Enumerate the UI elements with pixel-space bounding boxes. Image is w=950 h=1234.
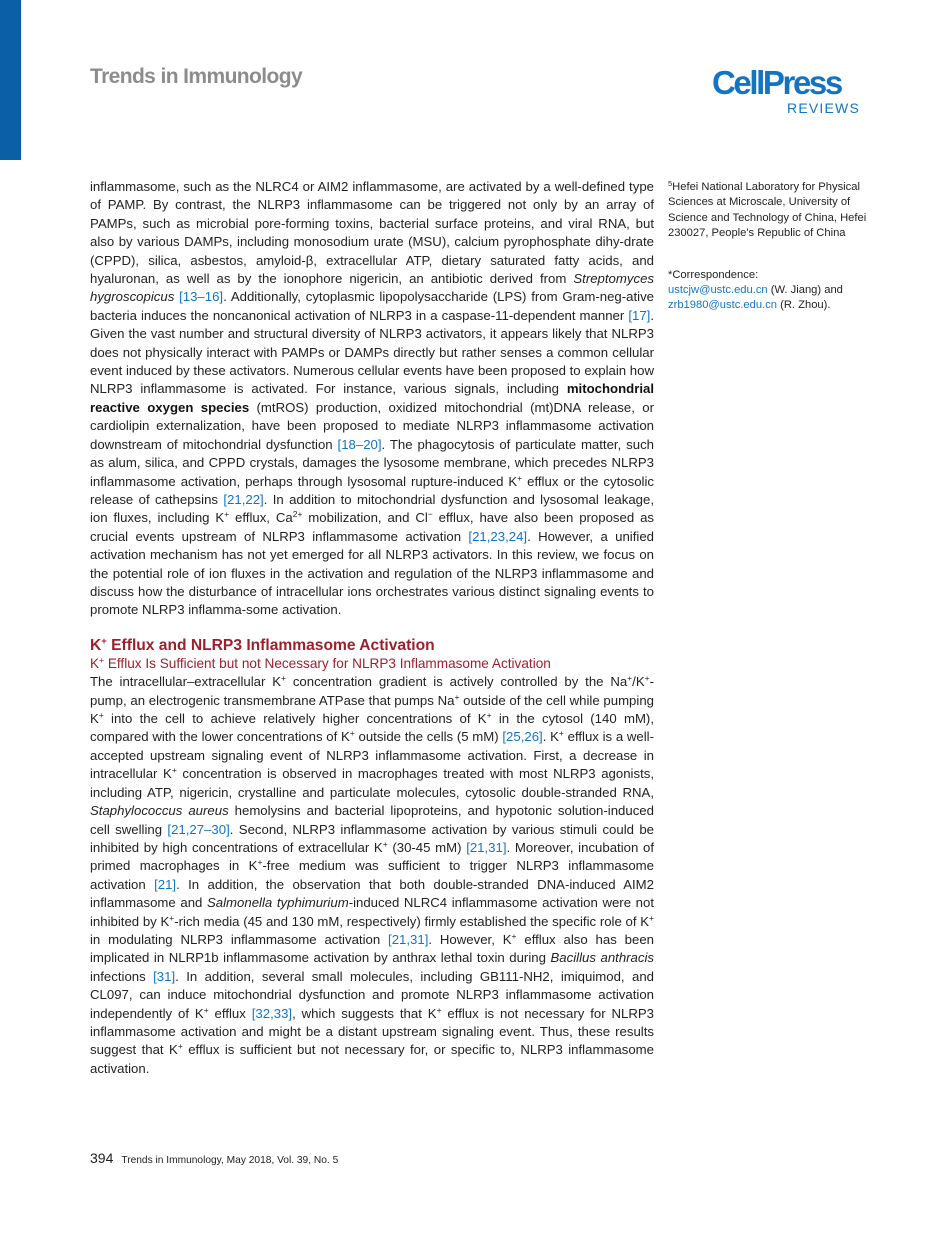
- citation-link[interactable]: [21,27–30]: [167, 821, 230, 837]
- citation-link[interactable]: [31]: [153, 968, 176, 984]
- margin-notes: [668, 180, 878, 314]
- citation-link[interactable]: [18–20]: [337, 436, 382, 452]
- page-number: 394: [90, 1150, 114, 1166]
- citation-link[interactable]: [21,31]: [388, 931, 429, 947]
- footer-journal-info: Trends in Immunology, May 2018, Vol. 39, No. 5: [121, 1155, 339, 1166]
- citation-link[interactable]: [17]: [628, 307, 651, 323]
- section-heading: K+ Efflux and NLRP3 Inflammasome Activation: [90, 635, 435, 654]
- cellpress-logo: [712, 66, 862, 116]
- body-paragraph: The intracellular–extracellular K+ concentration gradient is actively controlled by the Na+/K+-pump, an electrogenic transmembrane ATPase that pumps Na+ outside of the cell while pumping K+ into the cell to achieve relatively higher concentrations of K+ in the cytosol (140 mM), compared with the lower concentrations of K+ outside the cells (5 mM) [25,26]. K+ efflux is a well-accepted upstream signaling event of NLRP3 inflammasome activation. First, a decrease in intracellular K+ concentration is observed in macrophages treated with most NLRP3 agonists, including ATP, nigericin, crystalline and particulate molecules, cytosolic double-stranded RNA, Staphylococcus aureus hemolysins and bacterial lipoproteins, and hypotonic solution-induced cell swelling [21,27–30]. Second, NLRP3 inflammasome activation by various stimuli could be inhibited by high concentrations of extracellular K+ (30-45 mM) [21,31]. Moreover, incubation of primed macrophages in K+-free medium was sufficient to trigger NLRP3 inflammasome activation [21]. In addition, the observation that both double-stranded DNA-induced AIM2 inflammasome and Salmonella typhimurium-induced NLRC4 inflammasome activation were not inhibited by K+-rich media (45 and 130 mM, respectively) firmly established the specific role of K+ in modulating NLRP3 inflammasome activation [21,31]. However, K+ efflux also has been implicated in NLRP1b inflammasome activation by anthrax lethal toxin during Bacillus anthracis infections [31]. In addition, several small molecules, including GB111-NH2, imiquimod, and CL097, can induce mitochondrial dysfunction and promote NLRP3 inflammasome activation independently of K+ efflux [32,33], which suggests that K+ efflux is not necessary for NLRP3 inflammasome activation and might be a distant upstream signaling event. Thus, these results suggest that K+ efflux is sufficient but not necessary for, or specific to, NLRP3 inflammasome activation.: [90, 673, 655, 1076]
- affiliation-note: $^5$Hefei National Laboratory for Physical Sciences at Microscale, University of Science and Technology of China, Hefei 230027, People's Republic of China: [668, 179, 867, 240]
- journal-title: Trends in Immunology: [90, 65, 303, 88]
- subsection-heading: K+ Efflux Is Sufficient but not Necessary for NLRP3 Inflammasome Activation: [90, 654, 551, 671]
- citation-link[interactable]: [21]: [154, 876, 177, 892]
- journal-color-bar: [0, 0, 21, 160]
- citation-link[interactable]: [21,31]: [466, 839, 507, 855]
- logo-subtext: REVIEWS: [787, 100, 860, 116]
- correspondence-note: *Correspondence: ustcjw@ustc.edu.cn (W. Jiang) and zrb1980@ustc.edu.cn (R. Zhou).: [668, 268, 843, 312]
- logo-text: CellPress: [712, 64, 841, 101]
- email-link-1[interactable]: ustcjw@ustc.edu.cn: [668, 284, 768, 297]
- intro-paragraph: inflammasome, such as the NLRC4 or AIM2 inflammasome, are activated by a well-defined type of PAMP. By contrast, the NLRP3 inflammasome can be triggered not only by an array of PAMPs, such as microbial pore-forming toxins, bacterial surface proteins, and viral RNA, but also by various DAMPs, including monosodium urate (MSU), calcium pyrophosphate dihy-drate (CPPD), silica, asbestos, amyloid-β, extracellular ATP, dietary saturated fatty acids, and hyaluronan, as well as by the ionophore nigericin, an antibiotic derived from Streptomyces hygroscopicus [13–16]. Additionally, cytoplasmic lipopolysaccharide (LPS) from Gram-neg-ative bacteria induces the noncanonical activation of NLRP3 in a caspase-11-dependent manner [17]. Given the vast number and structural diversity of NLRP3 activators, it appears likely that NLRP3 does not physically interact with PAMPs or DAMPs directly but rather senses a common cellular event induced by these activators. Numerous cellular events have been proposed to explain how NLRP3 inflammasome is activated. For instance, various signals, including mitochondrial reactive oxygen species (mtROS) production, oxidized mitochondrial (mt)DNA release, or cardiolipin externalization, have been proposed to mediate NLRP3 inflammasome activation downstream of mitochondrial dysfunction [18–20]. The phagocytosis of particulate matter, such as alum, silica, and CPPD crystals, damages the lysosome membrane, which precedes NLRP3 inflammasome activation, perhaps through lysosomal rupture-induced K+ efflux or the cytosolic release of cathepsins [21,22]. In addition to mitochondrial dysfunction and lysosomal leakage, ion fluxes, including K+ efflux, $Ca^{2+}$ mobilization, and Cl− efflux, have also been proposed as crucial events upstream of NLRP3 inflammasome activation [21,23,24]. However, a unified activation mechanism has not yet emerged for all NLRP3 activators. In this review, we focus on the potential role of ion fluxes in the activation and regulation of the NLRP3 inflammasome and discuss how the disturbance of intracellular ions orchestrates various distinct signaling events to promote NLRP3 inflamma-some activation.: [90, 179, 655, 618]
- main-text-column: [90, 178, 654, 1078]
- page-footer: [90, 1150, 338, 1166]
- citation-link[interactable]: [21,23,24]: [468, 528, 528, 544]
- citation-link[interactable]: [21,22]: [223, 491, 264, 507]
- citation-link[interactable]: [25,26]: [502, 729, 543, 745]
- citation-link[interactable]: [13–16]: [179, 289, 224, 305]
- email-link-2[interactable]: zrb1980@ustc.edu.cn: [668, 299, 778, 312]
- citation-link[interactable]: [32,33]: [251, 1005, 293, 1021]
- glossary-term: mitochondrial reactive oxygen species: [90, 381, 654, 415]
